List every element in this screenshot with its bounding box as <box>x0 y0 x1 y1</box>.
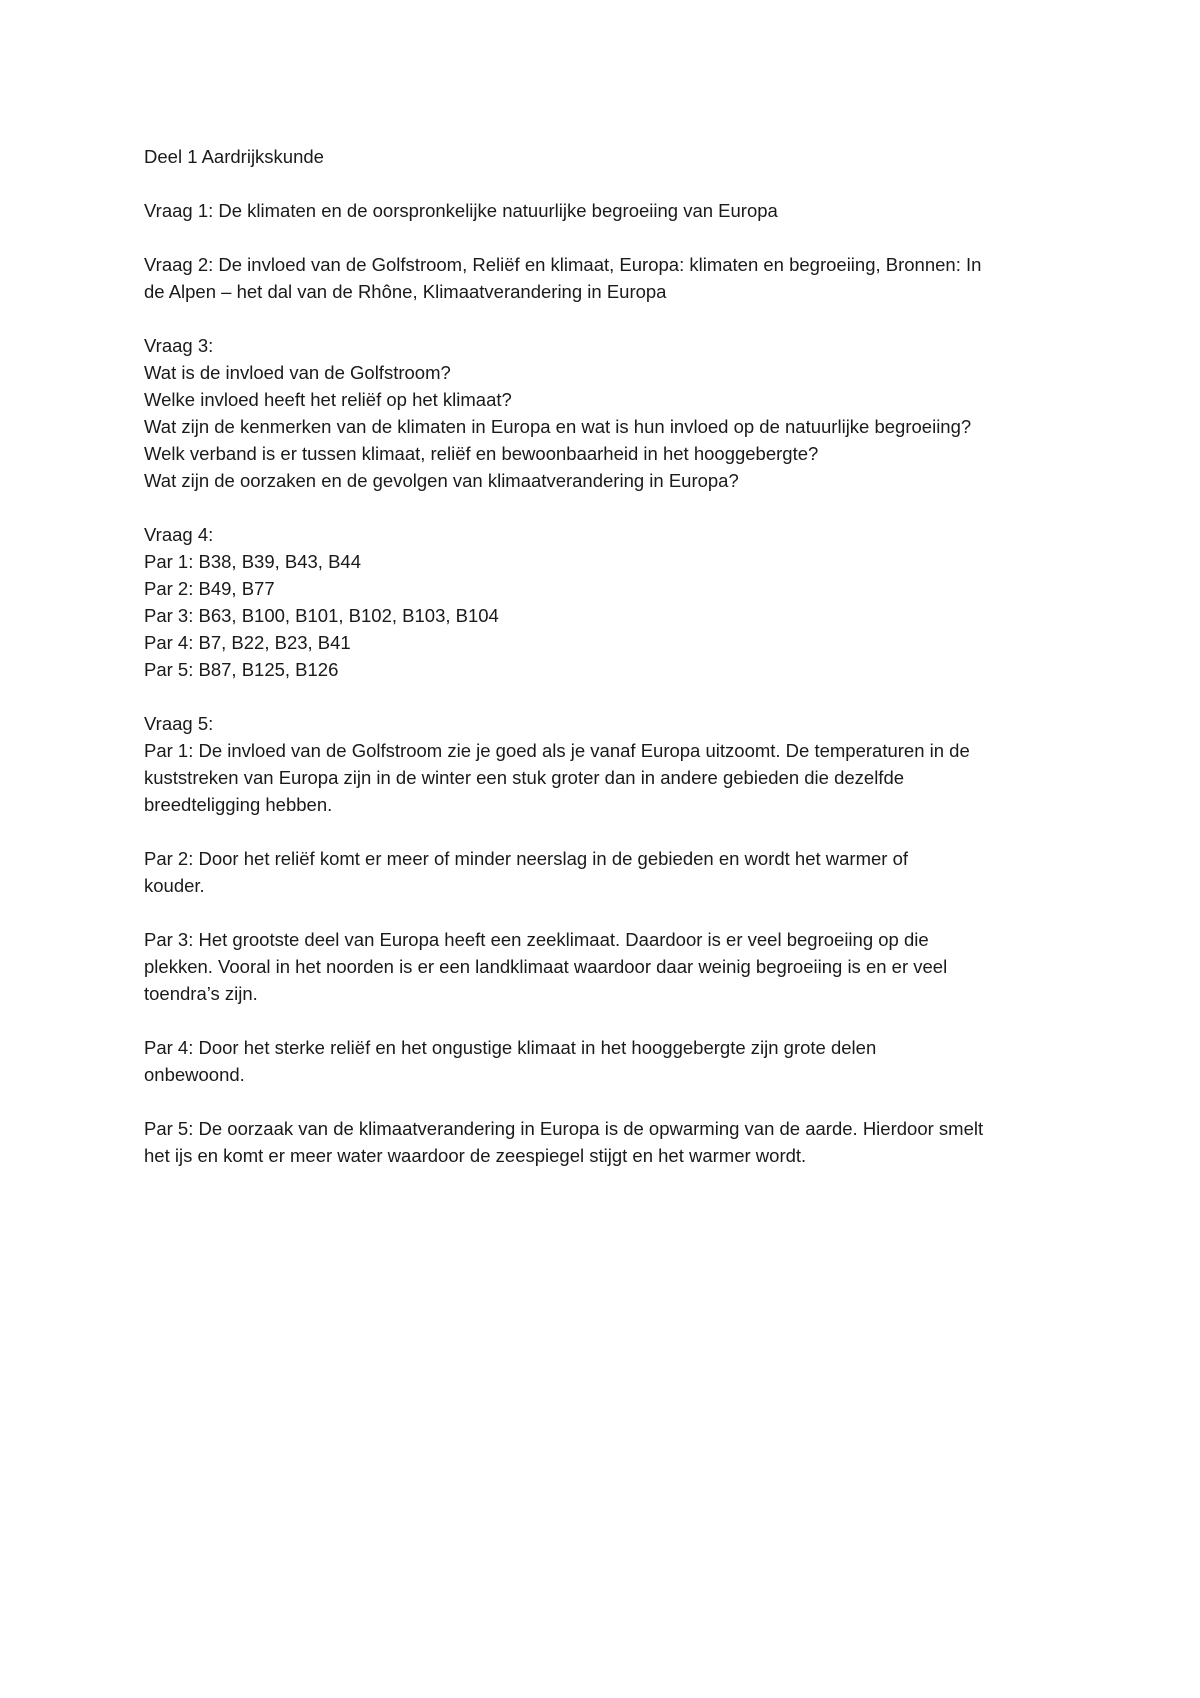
vraag4-section <box>144 521 1074 683</box>
vraag4-item: Par 4: B7, B22, B23, B41 <box>144 632 351 653</box>
document-title: Deel 1 Aardrijkskunde <box>144 146 324 167</box>
vraag5-par5 <box>144 1115 1074 1169</box>
vraag4-item: Par 5: B87, B125, B126 <box>144 659 339 680</box>
paragraph-line: Par 4: Door het sterke reliëf en het ongustige klimaat in het hooggebergte zijn grote delen <box>144 1037 877 1058</box>
paragraph-line: kuststreken van Europa zijn in de winter een stuk groter dan in andere gebieden die dezelfde <box>144 767 905 788</box>
paragraph-line: Par 2: Door het reliëf komt er meer of minder neerslag in de gebieden en wordt het warmer of <box>144 848 909 869</box>
vraag4-heading: Vraag 4: <box>144 524 214 545</box>
vraag4-item: Par 1: B38, B39, B43, B44 <box>144 551 362 572</box>
vraag4-item: Par 2: B49, B77 <box>144 578 275 599</box>
vraag5-heading: Vraag 5: <box>144 713 214 734</box>
paragraph-line: Par 1: De invloed van de Golfstroom zie je goed als je vanaf Europa uitzoomt. De temperaturen in de <box>144 740 970 761</box>
paragraph-line: het ijs en komt er meer water waardoor de zeespiegel stijgt en het warmer wordt. <box>144 1145 807 1166</box>
vraag3-question: Wat zijn de kenmerken van de klimaten in Europa en wat is hun invloed op de natuurlijke begroeiing? <box>144 416 972 437</box>
vraag4-item: Par 3: B63, B100, B101, B102, B103, B104 <box>144 605 499 626</box>
vraag5-section <box>144 710 1074 1169</box>
vraag3-question: Wat is de invloed van de Golfstroom? <box>144 362 451 383</box>
vraag5-par2 <box>144 845 1074 899</box>
paragraph-line: Par 5: De oorzaak van de klimaatverandering in Europa is de opwarming van de aarde. Hierdoor smelt <box>144 1118 984 1139</box>
spacer <box>144 899 1074 926</box>
spacer <box>144 170 1074 197</box>
spacer <box>144 1007 1074 1034</box>
paragraph-line: toendra’s zijn. <box>144 983 258 1004</box>
vraag2-line: de Alpen – het dal van de Rhône, Klimaatverandering in Europa <box>144 281 667 302</box>
paragraph-line: plekken. Vooral in het noorden is er een landklimaat waardoor daar weinig begroeiing is en er veel <box>144 956 948 977</box>
paragraph-line: breedteligging hebben. <box>144 794 333 815</box>
vraag2-section <box>144 251 1074 305</box>
vraag5-par1 <box>144 737 1074 818</box>
vraag3-question: Wat zijn de oorzaken en de gevolgen van klimaatverandering in Europa? <box>144 470 739 491</box>
paragraph-line: onbewoond. <box>144 1064 245 1085</box>
vraag3-section <box>144 332 1074 494</box>
spacer <box>144 305 1074 332</box>
paragraph-line: Par 3: Het grootste deel van Europa heeft een zeeklimaat. Daardoor is er veel begroeiing op die <box>144 929 929 950</box>
vraag3-question: Welk verband is er tussen klimaat, reliëf en bewoonbaarheid in het hooggebergte? <box>144 443 819 464</box>
spacer <box>144 494 1074 521</box>
spacer <box>144 683 1074 710</box>
document-body <box>144 143 1074 1169</box>
spacer <box>144 224 1074 251</box>
vraag5-par3 <box>144 926 1074 1007</box>
vraag1-text: Vraag 1: De klimaten en de oorspronkelijke natuurlijke begroeiing van Europa <box>144 200 778 221</box>
spacer <box>144 818 1074 845</box>
spacer <box>144 1088 1074 1115</box>
paragraph-line: kouder. <box>144 875 205 896</box>
vraag5-par4 <box>144 1034 1074 1088</box>
vraag3-question: Welke invloed heeft het reliëf op het klimaat? <box>144 389 512 410</box>
vraag2-line: Vraag 2: De invloed van de Golfstroom, Reliëf en klimaat, Europa: klimaten en begroeiing, Bronnen: In <box>144 254 982 275</box>
vraag3-heading: Vraag 3: <box>144 335 214 356</box>
